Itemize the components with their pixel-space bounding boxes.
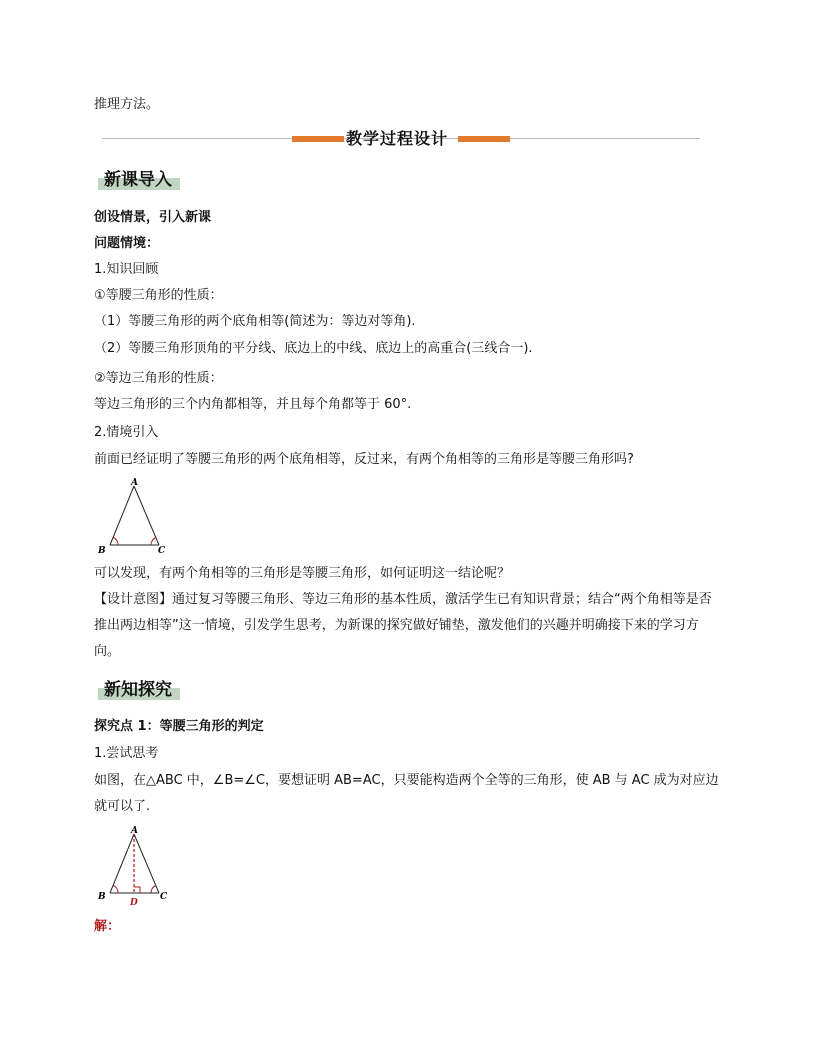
header-accent-left xyxy=(292,136,344,142)
label-b: B xyxy=(98,546,106,556)
section-tag-new-knowledge xyxy=(98,678,180,702)
equilateral-properties-title: ②等边三角形的性质： xyxy=(94,371,223,386)
angle-b-arc xyxy=(114,886,119,894)
angle-c-arc xyxy=(151,538,156,546)
item-knowledge-review: 1.知识回顾 xyxy=(94,262,159,277)
side-ac xyxy=(134,834,159,893)
discover-text: 可以发现，有两个角相等的三角形是等腰三角形，如何证明这一结论呢？ xyxy=(94,566,511,581)
angle-b-arc xyxy=(114,538,119,546)
subsection-title: 创设情景，引入新课 xyxy=(94,210,212,225)
triangle-figure-2 xyxy=(94,824,184,910)
task-paragraph: 如图，在△ABC 中，∠B=∠C，要想证明 AB=AC，只要能构造两个全等的三角形，使 AB 与 AC 成为对应边就可以了. xyxy=(94,773,719,814)
question-text: 前面已经证明了等腰三角形的两个底角相等，反过来，有两个角相等的三角形是等腰三角形吗? xyxy=(94,452,634,467)
problem-label: 问题情境： xyxy=(94,236,160,251)
isosceles-property-1: （1）等腰三角形的两个底角相等(简述为：等边对等角). xyxy=(94,314,416,329)
label-c: C xyxy=(158,546,166,556)
right-angle-mark xyxy=(134,887,140,893)
section-tag-new-lesson xyxy=(98,168,180,192)
side-ab xyxy=(110,486,134,545)
label-a: A xyxy=(131,826,138,836)
isosceles-properties-title: ①等腰三角形的性质： xyxy=(94,288,223,303)
label-d: D xyxy=(130,898,138,908)
solution-label: 解： xyxy=(94,919,121,934)
item-try-thinking: 1.尝试思考 xyxy=(94,746,159,761)
side-ab xyxy=(110,834,134,893)
intro-tail-text: 推理方法。 xyxy=(94,97,160,112)
section-tag-label: 新知探究 xyxy=(104,680,172,700)
label-b: B xyxy=(98,892,106,902)
triangle-figure-1 xyxy=(94,476,184,558)
section-header-title: 教学过程设计 xyxy=(346,129,449,148)
design-intent-paragraph: 【设计意图】通过复习等腰三角形、等边三角形的基本性质，激活学生已有知识背景；结合“两个角相等是否推出两边相等”这一情境，引发学生思考，为新课的探究做好铺垫，激发他们的兴趣并明确接下来的学习方向。 xyxy=(94,592,712,659)
exploration-point-title: 探究点 1：等腰三角形的判定 xyxy=(94,719,264,734)
isosceles-property-2: （2）等腰三角形顶角的平分线、底边上的中线、底边上的高重合(三线合一). xyxy=(94,341,533,356)
section-tag-label: 新课导入 xyxy=(104,170,172,190)
equilateral-property: 等边三角形的三个内角都相等，并且每个角都等于 60°. xyxy=(94,397,412,412)
label-c: C xyxy=(160,892,168,902)
angle-c-arc xyxy=(151,886,156,894)
side-ac xyxy=(134,486,159,545)
label-a: A xyxy=(131,478,138,488)
header-accent-right xyxy=(458,136,510,142)
item-situation-intro: 2.情境引入 xyxy=(94,425,159,440)
